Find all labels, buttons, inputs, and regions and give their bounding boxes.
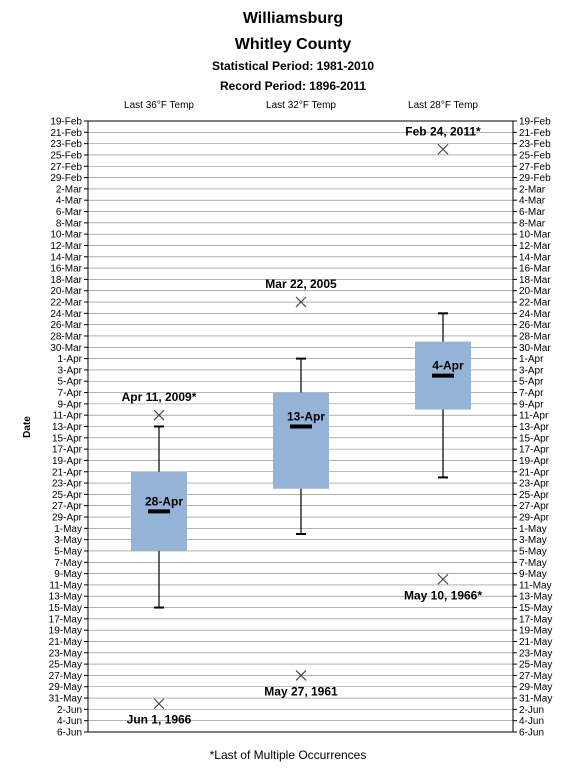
left-tick-label: 21-May: [48, 636, 82, 648]
record-marker: [438, 144, 448, 154]
category-label: Last 32°F Temp: [266, 100, 336, 111]
left-tick-label: 8-Mar: [55, 218, 82, 230]
right-tick-label: 25-Apr: [519, 489, 550, 501]
left-tick-label: 1-Apr: [57, 354, 82, 366]
left-tick-label: 26-Mar: [50, 320, 82, 332]
left-tick-label: 13-May: [48, 591, 82, 603]
left-tick-label: 4-Mar: [55, 195, 82, 207]
left-tick-label: 25-Feb: [50, 150, 82, 162]
left-tick-label: 27-Apr: [51, 501, 82, 513]
right-tick-label: 18-Mar: [519, 274, 551, 286]
left-tick-label: 21-Apr: [51, 467, 82, 479]
left-tick-label: 10-Mar: [50, 229, 82, 241]
left-tick-label: 23-Apr: [51, 478, 82, 490]
left-tick-label: 25-Apr: [51, 489, 82, 501]
right-tick-label: 15-Apr: [519, 433, 550, 445]
right-tick-label: 4-Jun: [519, 716, 545, 728]
right-tick-label: 28-Mar: [519, 331, 551, 343]
left-tick-label: 5-May: [54, 546, 82, 558]
left-tick-label: 16-Mar: [50, 263, 82, 275]
right-tick-label: 11-Apr: [519, 410, 549, 422]
right-tick-label: 5-May: [519, 546, 547, 558]
left-tick-label: 15-Apr: [51, 433, 82, 445]
left-tick-label: 27-May: [48, 670, 82, 682]
left-tick-label: 2-Jun: [56, 704, 82, 716]
left-tick-label: 25-May: [48, 659, 82, 671]
left-tick-label: 29-Feb: [50, 173, 82, 185]
left-tick-label: 11-May: [49, 580, 82, 592]
right-tick-label: 19-May: [519, 625, 553, 637]
left-tick-label: 1-May: [54, 523, 82, 535]
right-tick-label: 2-Mar: [519, 184, 546, 196]
left-tick-label: 6-Mar: [55, 207, 82, 219]
left-tick-label: 20-Mar: [50, 286, 82, 298]
right-tick-label: 1-Apr: [519, 354, 544, 366]
right-tick-label: 2-Jun: [519, 704, 545, 716]
right-axis-ticks: [513, 117, 552, 739]
right-tick-label: 16-Mar: [519, 263, 551, 275]
left-tick-label: 9-Apr: [57, 399, 82, 411]
right-tick-label: 13-May: [519, 591, 553, 603]
left-tick-label: 3-Apr: [57, 365, 82, 377]
right-tick-label: 8-Mar: [519, 218, 546, 230]
right-tick-label: 7-May: [519, 557, 547, 569]
right-tick-label: 17-May: [519, 614, 553, 626]
right-tick-label: 27-Apr: [519, 501, 550, 513]
right-tick-label: 6-Mar: [519, 207, 546, 219]
right-tick-label: 30-Mar: [519, 342, 551, 354]
right-tick-label: 23-Feb: [519, 139, 551, 151]
chart-title-line-1: Williamsburg: [242, 10, 344, 27]
left-tick-label: 14-Mar: [50, 252, 82, 264]
right-tick-label: 4-Mar: [519, 195, 546, 207]
iqr-box: [273, 393, 329, 489]
right-tick-label: 1-May: [519, 523, 547, 535]
left-tick-label: 22-Mar: [50, 297, 82, 309]
left-tick-label: 17-Apr: [51, 444, 82, 456]
left-tick-label: 17-May: [48, 614, 82, 626]
left-tick-label: 24-Mar: [50, 308, 82, 320]
left-tick-label: 29-May: [48, 682, 82, 694]
chart-title-line-2: Whitley County: [234, 36, 352, 53]
left-tick-label: 5-Apr: [57, 376, 82, 388]
y-axis-label: Date: [22, 416, 33, 438]
left-tick-label: 29-Apr: [51, 512, 82, 524]
left-tick-label: 15-May: [48, 603, 82, 615]
right-tick-label: 29-Apr: [519, 512, 550, 524]
left-tick-label: 3-May: [54, 535, 82, 547]
left-tick-label: 19-May: [48, 625, 82, 637]
median-label: 13-Apr: [286, 409, 326, 424]
right-tick-label: 6-Jun: [519, 727, 545, 739]
record-marker: [154, 699, 164, 709]
right-tick-label: 22-Mar: [519, 297, 551, 309]
left-tick-label: 31-May: [48, 693, 82, 705]
left-tick-label: 28-Mar: [50, 331, 82, 343]
right-tick-label: 19-Feb: [519, 116, 551, 128]
record-label: Feb 24, 2011*: [405, 124, 481, 139]
left-tick-label: 19-Feb: [50, 116, 82, 128]
right-tick-label: 31-May: [519, 693, 553, 705]
right-tick-label: 27-May: [519, 670, 553, 682]
left-tick-label: 23-Feb: [50, 139, 82, 151]
chart-subtitle-record: Record Period: 1896-2011: [219, 79, 367, 93]
left-tick-label: 21-Feb: [50, 127, 82, 139]
right-tick-label: 21-May: [519, 636, 553, 648]
right-tick-label: 11-May: [519, 580, 552, 592]
right-tick-label: 25-May: [519, 659, 553, 671]
category-labels: [124, 100, 478, 111]
right-tick-label: 5-Apr: [519, 376, 544, 388]
left-tick-label: 19-Apr: [51, 455, 82, 467]
left-tick-label: 6-Jun: [56, 727, 82, 739]
footnote: *Last of Multiple Occurrences: [209, 748, 367, 762]
category-label: Last 36°F Temp: [124, 100, 194, 111]
left-tick-label: 7-Apr: [57, 388, 82, 400]
left-tick-label: 9-May: [54, 569, 82, 581]
right-tick-label: 21-Apr: [519, 467, 550, 479]
right-tick-label: 9-Apr: [519, 399, 544, 411]
chart-subtitle-statistical: Statistical Period: 1981-2010: [211, 59, 375, 73]
record-label: Apr 11, 2009*: [121, 390, 197, 405]
left-tick-label: 13-Apr: [51, 422, 82, 433]
right-tick-label: 23-Apr: [519, 478, 550, 490]
right-tick-label: 10-Mar: [519, 229, 551, 241]
median-label: 28-Apr: [144, 494, 184, 509]
right-tick-label: 26-Mar: [519, 320, 551, 332]
right-tick-label: 23-May: [519, 648, 553, 660]
left-tick-label: 27-Feb: [50, 161, 82, 173]
right-tick-label: 25-Feb: [519, 150, 551, 162]
right-tick-label: 3-May: [519, 535, 547, 547]
left-tick-label: 11-Apr: [52, 410, 82, 422]
right-tick-label: 15-May: [519, 603, 553, 615]
right-tick-label: 27-Feb: [519, 161, 551, 173]
right-tick-label: 19-Apr: [519, 455, 550, 467]
right-tick-label: 21-Feb: [519, 127, 551, 139]
right-tick-label: 24-Mar: [519, 308, 551, 320]
record-label: May 10, 1966*: [403, 588, 483, 603]
category-label: Last 28°F Temp: [408, 100, 478, 111]
left-tick-label: 23-May: [48, 648, 82, 660]
right-tick-label: 20-Mar: [519, 286, 551, 298]
right-tick-label: 17-Apr: [519, 444, 550, 456]
record-label: Mar 22, 2005: [265, 277, 337, 292]
left-tick-label: 4-Jun: [56, 716, 82, 728]
right-tick-label: 13-Apr: [519, 422, 550, 433]
left-tick-label: 7-May: [54, 557, 82, 569]
left-tick-label: 12-Mar: [50, 240, 82, 252]
right-tick-label: 29-Feb: [519, 173, 551, 185]
record-label: May 27, 1961: [264, 684, 338, 699]
record-marker: [438, 574, 448, 584]
right-tick-label: 7-Apr: [519, 388, 544, 400]
record-label: Jun 1, 1966: [126, 712, 192, 727]
right-tick-label: 29-May: [519, 682, 553, 694]
right-tick-label: 9-May: [519, 569, 547, 581]
left-axis-ticks: [49, 117, 88, 739]
right-tick-label: 3-Apr: [519, 365, 544, 377]
left-tick-label: 30-Mar: [50, 342, 82, 354]
right-tick-label: 14-Mar: [519, 252, 551, 264]
median-label: 4-Apr: [432, 358, 464, 373]
left-tick-label: 18-Mar: [50, 274, 82, 286]
right-tick-label: 12-Mar: [519, 240, 551, 252]
left-tick-label: 2-Mar: [55, 184, 82, 196]
